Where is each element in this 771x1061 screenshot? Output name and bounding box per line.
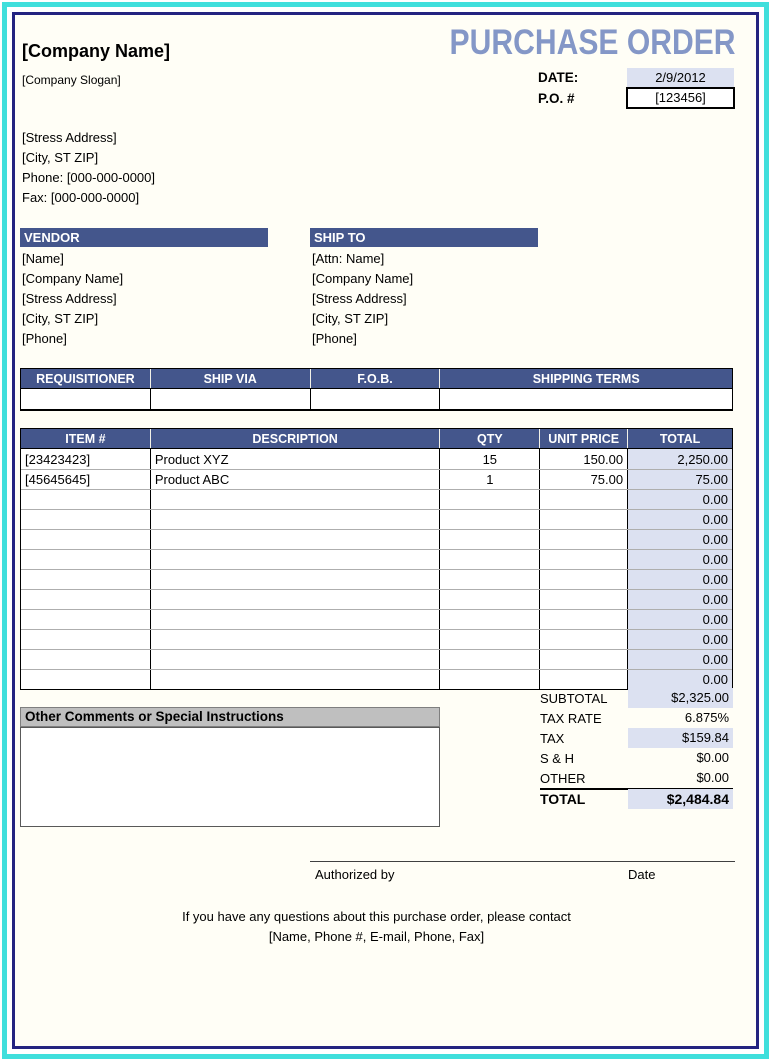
totals-label: S & H <box>540 750 574 766</box>
table-row <box>21 549 732 569</box>
qty-cell[interactable] <box>440 510 540 529</box>
date-label: DATE: <box>538 70 579 85</box>
ship-to-section-header: SHIP TO <box>310 228 538 247</box>
vendor-details <box>22 249 123 349</box>
item-number-cell[interactable] <box>21 570 151 589</box>
total-column-header: TOTAL <box>659 431 701 446</box>
table-row <box>21 529 732 549</box>
item-number-cell[interactable] <box>21 490 151 509</box>
totals-value[interactable]: $0.00 <box>696 770 729 785</box>
qty-cell[interactable] <box>440 570 540 589</box>
ship-to-line[interactable]: [Phone] <box>312 331 357 346</box>
item-number-cell[interactable] <box>21 670 151 689</box>
address-line: [City, ST ZIP] <box>22 150 99 165</box>
vendor-line[interactable]: [Name] <box>22 251 64 266</box>
line-total-cell[interactable]: 0.00 <box>628 590 732 609</box>
item-number-cell[interactable]: [23423423] <box>21 449 151 469</box>
vendor-line[interactable]: [Phone] <box>22 331 67 346</box>
description-cell[interactable] <box>151 530 441 549</box>
description-cell[interactable] <box>151 610 441 629</box>
ship-to-line[interactable]: [Stress Address] <box>312 291 407 306</box>
table-row <box>21 449 732 469</box>
page-title: PURCHASE ORDER <box>450 23 736 62</box>
vendor-line[interactable]: [Stress Address] <box>22 291 117 306</box>
totals-row <box>540 688 733 708</box>
qty-cell[interactable]: 1 <box>440 470 540 489</box>
totals-row <box>540 708 733 728</box>
table-row <box>21 649 732 669</box>
totals-row <box>540 728 733 748</box>
line-items-table <box>20 428 733 690</box>
ship-to-details <box>312 249 413 349</box>
unit-price-cell[interactable] <box>540 490 628 509</box>
ship-to-line[interactable]: [Company Name] <box>312 271 414 286</box>
fob-column-header: F.O.B. <box>311 369 441 388</box>
signature-line <box>310 861 735 862</box>
shipping-info-table <box>20 368 733 411</box>
description-cell[interactable] <box>151 670 441 689</box>
line-total-cell[interactable]: 0.00 <box>628 670 732 689</box>
qty-cell[interactable] <box>440 550 540 569</box>
totals-value[interactable]: $159.84 <box>628 728 733 748</box>
item-number-cell[interactable] <box>21 650 151 669</box>
qty-cell[interactable]: 15 <box>440 449 540 469</box>
description-cell[interactable] <box>151 630 441 649</box>
purchase-order-document <box>15 15 756 1046</box>
qty-cell[interactable] <box>440 530 540 549</box>
comments-input-box[interactable] <box>20 727 440 827</box>
table-row <box>21 589 732 609</box>
qty-cell[interactable] <box>440 650 540 669</box>
authorized-by-label: Authorized by <box>315 867 395 882</box>
unit-price-cell[interactable] <box>540 590 628 609</box>
items-table-header-row <box>21 429 732 449</box>
line-total-cell[interactable]: 0.00 <box>628 490 732 509</box>
description-cell[interactable]: Product ABC <box>151 470 441 489</box>
shipping-table-header-row <box>21 369 732 389</box>
unit-price-cell[interactable] <box>540 570 628 589</box>
line-total-cell[interactable]: 0.00 <box>628 570 732 589</box>
po-number-field[interactable]: [123456] <box>626 87 735 109</box>
description-cell[interactable]: Product XYZ <box>151 449 441 469</box>
unit-price-cell[interactable] <box>540 530 628 549</box>
fob-cell[interactable] <box>311 389 441 409</box>
unit-price-cell[interactable]: 75.00 <box>540 470 628 489</box>
shipping-terms-cell[interactable] <box>440 389 732 409</box>
vendor-line[interactable]: [City, ST ZIP] <box>22 311 99 326</box>
shipping-terms-column-header: SHIPPING TERMS <box>532 371 640 386</box>
ship-to-line[interactable]: [Attn: Name] <box>312 251 385 266</box>
unit-price-cell[interactable] <box>540 510 628 529</box>
totals-label: TAX RATE <box>540 710 602 726</box>
vendor-line[interactable]: [Company Name] <box>22 271 124 286</box>
item-number-cell[interactable] <box>21 610 151 629</box>
company-slogan: [Company Slogan] <box>22 73 121 87</box>
company-name: [Company Name] <box>22 41 171 61</box>
totals-value[interactable]: 6.875% <box>684 710 729 725</box>
item-number-column-header: ITEM # <box>21 429 151 448</box>
table-row <box>21 609 732 629</box>
totals-value[interactable]: $0.00 <box>696 750 729 765</box>
unit-price-cell[interactable] <box>540 670 628 689</box>
totals-block <box>540 688 733 808</box>
totals-label: OTHER <box>540 770 586 786</box>
description-cell[interactable] <box>151 510 441 529</box>
shipping-table-input-row <box>21 389 732 409</box>
address-line: Fax: [000-000-0000] <box>22 190 140 205</box>
description-cell[interactable] <box>151 570 441 589</box>
line-total-cell[interactable]: 0.00 <box>628 510 732 529</box>
line-total-cell[interactable]: 75.00 <box>628 470 732 489</box>
line-total-cell[interactable]: 0.00 <box>628 550 732 569</box>
line-total-cell[interactable]: 0.00 <box>628 530 732 549</box>
item-number-cell[interactable] <box>21 590 151 609</box>
table-row <box>21 569 732 589</box>
item-number-cell[interactable] <box>21 630 151 649</box>
totals-label: SUBTOTAL <box>540 690 608 706</box>
line-total-cell[interactable]: 0.00 <box>628 610 732 629</box>
signature-date-label: Date <box>628 867 656 882</box>
requisitioner-cell[interactable] <box>21 389 151 409</box>
item-number-cell[interactable]: [45645645] <box>21 470 151 489</box>
qty-cell[interactable] <box>440 610 540 629</box>
vendor-section-header: VENDOR <box>20 228 268 247</box>
qty-cell[interactable] <box>440 630 540 649</box>
po-number-label: P.O. # <box>538 91 575 106</box>
totals-label: TAX <box>540 730 565 746</box>
table-row <box>21 669 732 689</box>
qty-cell[interactable] <box>440 590 540 609</box>
address-line: [Stress Address] <box>22 130 117 145</box>
address-line: Phone: [000-000-0000] <box>22 170 155 185</box>
item-number-cell[interactable] <box>21 530 151 549</box>
footer-contact-details: [Name, Phone #, E-mail, Phone, Fax] <box>268 929 485 944</box>
unit-price-cell[interactable] <box>540 650 628 669</box>
qty-cell[interactable] <box>440 490 540 509</box>
unit-price-cell[interactable] <box>540 630 628 649</box>
line-total-cell[interactable]: 2,250.00 <box>628 449 732 469</box>
items-table-body <box>21 449 732 689</box>
totals-row <box>540 788 733 808</box>
date-value-field[interactable]: 2/9/2012 <box>627 68 734 87</box>
totals-row <box>540 748 733 768</box>
item-number-cell[interactable] <box>21 510 151 529</box>
unit-price-column-header: UNIT PRICE <box>540 429 628 448</box>
ship-via-column-header: SHIP VIA <box>151 369 311 388</box>
description-cell[interactable] <box>151 550 441 569</box>
footer-contact-line: If you have any questions about this purchase order, please contact <box>182 909 571 924</box>
comments-section-header: Other Comments or Special Instructions <box>20 707 440 727</box>
ship-via-cell[interactable] <box>151 389 311 409</box>
table-row <box>21 509 732 529</box>
unit-price-cell[interactable]: 150.00 <box>540 449 628 469</box>
table-row <box>21 489 732 509</box>
requisitioner-column-header: REQUISITIONER <box>21 369 151 388</box>
table-row <box>21 469 732 489</box>
totals-row <box>540 768 733 788</box>
description-cell[interactable] <box>151 590 441 609</box>
description-cell[interactable] <box>151 490 441 509</box>
description-column-header: DESCRIPTION <box>151 429 441 448</box>
description-cell[interactable] <box>151 650 441 669</box>
totals-label: TOTAL <box>540 791 586 807</box>
item-number-cell[interactable] <box>21 550 151 569</box>
line-total-cell[interactable]: 0.00 <box>628 650 732 669</box>
table-row <box>21 629 732 649</box>
qty-column-header: QTY <box>440 429 540 448</box>
unit-price-cell[interactable] <box>540 550 628 569</box>
totals-value[interactable]: $2,325.00 <box>628 688 733 708</box>
unit-price-cell[interactable] <box>540 610 628 629</box>
ship-to-line[interactable]: [City, ST ZIP] <box>312 311 389 326</box>
totals-value[interactable]: $2,484.84 <box>628 789 733 809</box>
qty-cell[interactable] <box>440 670 540 689</box>
company-address-block <box>22 128 155 208</box>
line-total-cell[interactable]: 0.00 <box>628 630 732 649</box>
